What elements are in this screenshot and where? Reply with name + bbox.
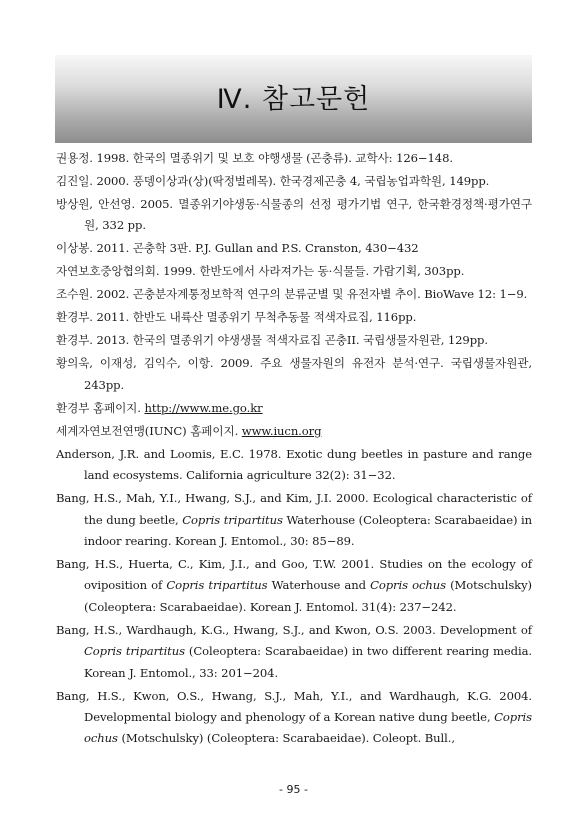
species-name: Copris tripartitus (84, 644, 185, 659)
page-number: - 95 - (279, 783, 308, 796)
reference-link[interactable]: http://www.me.go.kr (144, 400, 263, 415)
reference-entry (56, 284, 532, 305)
reference-text: 김진일. 2000. 풍뎅이상과(상)(딱정벌레목). 한국경제곤충 4, 국립농업과학원, 149pp. (56, 174, 490, 188)
reference-text: Waterhouse and (267, 578, 371, 593)
reference-text: 방상원, 안선영. 2005. 멸종위기야생동·식물종의 선정 평가기법 연구, 한국환경정책·평가연구원, 332 pp. (56, 197, 532, 233)
reference-entry (56, 171, 532, 192)
reference-text: Bang, H.S., Mah, Y.I., Hwang, S.J., and Kim, J.I. 2000. Ecological characteristic of the dung beetle, (56, 491, 532, 527)
reference-entry (56, 194, 532, 237)
reference-text: 세계자연보전연맹(IUNC) 홈페이지. (56, 423, 242, 438)
reference-text: 환경부 홈페이지. (56, 400, 145, 415)
reference-entry (56, 238, 532, 259)
section-title: Ⅳ. 참고문헌 (216, 84, 371, 115)
reference-text: 환경부. 2013. 한국의 멸종위기 야생생물 적색자료집 곤충II. 국립생물자원관, 129pp. (56, 333, 488, 348)
reference-entry (56, 620, 532, 684)
reference-entry (56, 444, 532, 487)
reference-entry (56, 398, 532, 419)
reference-entry (56, 554, 532, 618)
reference-text: 권용정. 1998. 한국의 멸종위기 및 보호 야행생물 (곤충류). 교학사: 126−148. (56, 151, 453, 165)
species-name: Copris tripartitus (182, 512, 283, 527)
reference-text: 황의욱, 이재성, 김익수, 이항. 2009. 주요 생물자원의 유전자 분석·연구. 국립생물자원관, 243pp. (56, 356, 532, 392)
section-header-banner (55, 55, 532, 143)
reference-text: 환경부. 2011. 한반도 내륙산 멸종위기 무척추동물 적색자료집, 116pp. (56, 310, 417, 325)
reference-text: 자연보호중앙협의회. 1999. 한반도에서 사라져가는 동·식물들. 가람기획, 303pp. (56, 264, 465, 279)
reference-list (56, 148, 532, 751)
reference-text: Anderson, J.R. and Loomis, E.C. 1978. Exotic dung beetles in pasture and range land ecosystems. California agriculture 32(2): 31−32. (56, 446, 532, 483)
reference-text: (Motschulsky) (Coleoptera: Scarabaeidae). Coleopt. Bull., (117, 731, 455, 746)
reference-text: Waterhouse (Coleoptera: Scarabaeidae) in indoor rearing. Korean J. Entomol., 30: 85−89. (84, 512, 532, 549)
reference-entry (56, 307, 532, 328)
reference-entry (56, 488, 532, 552)
reference-link[interactable]: www.iucn.org (241, 423, 322, 438)
reference-entry (56, 353, 532, 396)
reference-text: Bang, H.S., Huerta, C., Kim, J.I., and Goo, T.W. 2001. Studies on the ecology of oviposition of (56, 557, 532, 593)
species-name: Copris ochus (84, 710, 532, 746)
reference-text: (Coleoptera: Scarabaeidae) in two different rearing media. Korean J. Entomol., 33: 201−204. (84, 644, 533, 680)
reference-entry (56, 421, 532, 442)
reference-text: Bang, H.S., Kwon, O.S., Hwang, S.J., Mah, Y.I., and Wardhaugh, K.G. 2004. Developmental biology and phenology of a Korean native dung beetle, (56, 688, 532, 725)
species-name: Copris tripartitus (166, 578, 268, 593)
reference-entry (56, 330, 532, 351)
species-name: Copris ochus (370, 578, 446, 593)
reference-entry (56, 686, 532, 750)
reference-text: 조수원. 2002. 곤충분자계통정보학적 연구의 분류군별 및 유전자별 추이. BioWave 12: 1−9. (56, 287, 528, 302)
reference-text: (Motschulsky) (Coleoptera: Scarabaeidae). Korean J. Entomol. 31(4): 237−242. (84, 578, 532, 614)
reference-text: Bang, H.S., Wardhaugh, K.G., Hwang, S.J., and Kwon, O.S. 2003. Development of (56, 622, 532, 637)
reference-text: 이상봉. 2011. 곤충학 3판. P.J. Gullan and P.S. Cranston, 430−432 (56, 241, 419, 256)
reference-entry (56, 148, 532, 169)
reference-entry (56, 261, 532, 282)
